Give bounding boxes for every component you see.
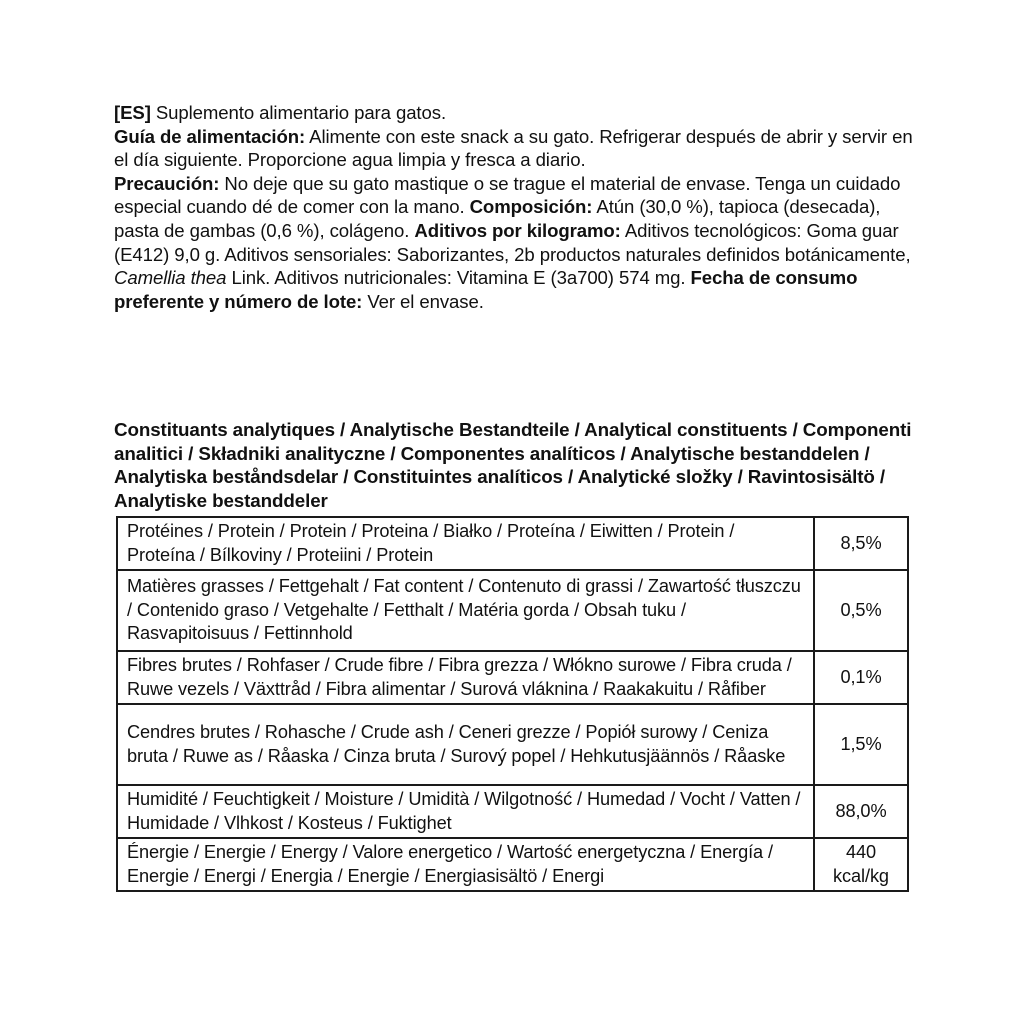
product-type-text: Suplemento alimentario para gatos. (150, 102, 447, 123)
composition-text: Atún (30,0 %), tapioca (desecada), pasta de gambas (0,6 %), colágeno. (114, 196, 881, 241)
constituent-value: 1,5% (814, 704, 908, 785)
best-before-text: Ver el envase. (362, 290, 484, 312)
additives-text-continued: Link. Aditivos nutricionales: Vitamina E (3a700) 574 mg. (226, 267, 691, 289)
analytical-constituents-heading: Constituants analytiques / Analytische Bestandteile / Analytical constituents / Componenti analitici / Składniki analityczne / Componentes analíticos / Analytische bestanddelen / Analytiska beståndsdelar / Constituintes analíticos / Analytické složky / Ravintosisältö / Analytiske bestanddeler (114, 419, 912, 511)
spanish-description (114, 101, 914, 313)
constituent-name: Matières grasses / Fettgehalt / Fat content / Contenuto di grassi / Zawartość tłuszczu / Contenido graso / Vetgehalte / Fetthalt / Matéria gorda / Obsah tuku / Rasvapitoisuus / Fettinnhold (117, 570, 814, 651)
composition-label: Composición: (469, 196, 593, 218)
additives-label: Aditivos por kilogramo: (414, 219, 621, 241)
table-row (117, 704, 908, 785)
table-row (117, 570, 908, 651)
constituent-value: 0,5% (814, 570, 908, 651)
constituent-name: Cendres brutes / Rohasche / Crude ash / Ceneri grezze / Popiół surowy / Ceniza bruta / Ruwe as / Råaska / Cinza bruta / Surový popel / Hehkutusjäännös / Råaske (117, 704, 814, 785)
description-paragraph (114, 101, 914, 313)
table-row (117, 517, 908, 570)
constituent-value: 8,5% (814, 517, 908, 570)
constituent-name: Protéines / Protein / Protein / Proteina / Białko / Proteína / Eiwitten / Protein / Proteína / Bílkoviny / Proteiini / Protein (117, 517, 814, 570)
constituent-value: 440 kcal/kg (814, 838, 908, 891)
table-row (117, 838, 908, 891)
analytical-constituents-table (116, 516, 909, 892)
table-row (117, 651, 908, 704)
best-before-label: Fecha de consumo preferente y número de lote: (114, 267, 858, 312)
feeding-guide-text: Alimente con este snack a su gato. Refrigerar después de abrir y servir en el día siguiente. Proporcione agua limpia y fresca a diario. (114, 125, 913, 171)
constituent-name: Énergie / Energie / Energy / Valore energetico / Wartość energetyczna / Energía / Energie / Energi / Energia / Energie / Energiasisältö / Energi (117, 838, 814, 891)
additives-botanical-name: Camellia thea (114, 267, 227, 289)
caution-label: Precaución: (114, 172, 220, 194)
constituent-value: 88,0% (814, 785, 908, 838)
constituent-value: 0,1% (814, 651, 908, 704)
constituent-name: Fibres brutes / Rohfaser / Crude fibre / Fibra grezza / Włókno surowe / Fibra cruda / Ruwe vezels / Växttråd / Fibra alimentar / Surová vláknina / Raakakuitu / Råfiber (117, 651, 814, 704)
table-row (117, 785, 908, 838)
language-tag: [ES] (114, 102, 151, 123)
constituent-name: Humidité / Feuchtigkeit / Moisture / Umidità / Wilgotność / Humedad / Vocht / Vatten / Humidade / Vlhkost / Kosteus / Fuktighet (117, 785, 814, 838)
additives-text: Aditivos tecnológicos: Goma guar (E412) 9,0 g. Aditivos sensoriales: Saborizantes, 2b productos naturales definidos botánicamente, (114, 219, 911, 265)
feeding-guide-label: Guía de alimentación: (114, 125, 306, 147)
caution-text: No deje que su gato mastique o se trague el material de envase. Tenga un cuidado especial cuando dé de comer con la mano. (114, 172, 901, 218)
